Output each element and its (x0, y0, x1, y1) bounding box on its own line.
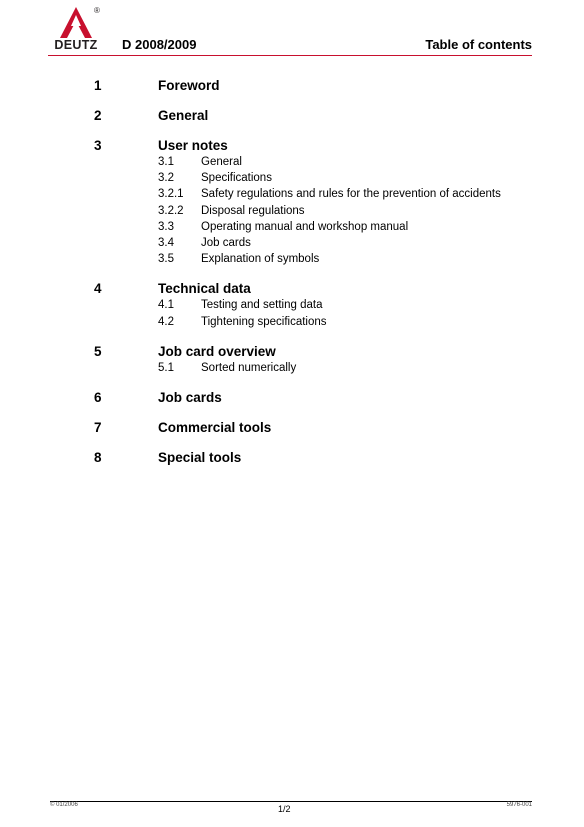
page-number: 1/2 (278, 804, 291, 814)
toc-chapter-title: Special tools (158, 449, 242, 465)
toc-chapter-title: User notes (158, 138, 228, 153)
toc-subsection-number: 5.1 (158, 361, 174, 374)
toc-subsection-row (0, 172, 584, 188)
toc-subsection-row (0, 253, 584, 269)
toc-subsection-row (0, 156, 584, 172)
toc-subsection-title: Sorted numerically (201, 361, 297, 374)
toc-chapter-number: 4 (94, 281, 102, 297)
toc-chapter-number: 5 (94, 343, 102, 359)
toc-chapter-row (0, 78, 584, 96)
toc-chapter (0, 108, 584, 126)
toc-chapter-number: 7 (94, 419, 102, 435)
toc-chapter-title: General (158, 108, 209, 123)
toc-subsection-number: 3.3 (158, 220, 174, 233)
toc-subsection-number: 4.2 (158, 315, 174, 328)
toc-chapter (0, 281, 584, 331)
toc-chapter-title: Foreword (158, 78, 220, 93)
toc-chapter-number: 1 (94, 78, 102, 93)
toc-subsection-number: 3.2.1 (158, 188, 184, 201)
toc-subsection-number: 3.2 (158, 172, 174, 185)
deutz-logo (48, 6, 104, 54)
toc-subsection-row (0, 316, 584, 332)
header-divider (48, 55, 532, 56)
toc-subsection-row (0, 299, 584, 315)
toc-subsection-title: Disposal regulations (201, 204, 305, 217)
toc-subsection-title: Operating manual and workshop manual (201, 220, 409, 233)
toc-chapter-row (0, 138, 584, 156)
toc-chapter (0, 78, 584, 96)
brand-name: DEUTZ (54, 38, 98, 52)
toc-chapter-number: 2 (94, 108, 102, 123)
toc-chapter-title: Technical data (158, 281, 251, 297)
toc-chapter-row (0, 108, 584, 126)
toc-chapter (0, 450, 584, 468)
toc-chapter-row (0, 450, 584, 468)
table-of-contents (0, 78, 584, 480)
toc-subsection-row (0, 221, 584, 237)
toc-chapter-title: Job card overview (158, 343, 276, 359)
toc-subsection-title: Job cards (201, 236, 251, 249)
toc-chapter-title: Job cards (158, 389, 222, 405)
toc-subsection-number: 3.4 (158, 236, 174, 249)
toc-subsection-title: General (201, 156, 242, 168)
toc-chapter-number: 8 (94, 449, 102, 465)
footer-copyright: © 01/2006 (50, 802, 78, 808)
toc-subsection-row (0, 205, 584, 221)
registered-mark: ® (94, 6, 100, 15)
toc-chapter-row (0, 420, 584, 438)
toc-subsection-number: 3.5 (158, 253, 174, 266)
toc-chapter-title: Commercial tools (158, 419, 272, 435)
toc-chapter (0, 420, 584, 438)
toc-subsection-row (0, 362, 584, 378)
toc-subsection-title: Safety regulations and rules for the prevention of accidents (201, 188, 501, 201)
section-title: Table of contents (425, 37, 532, 52)
model-title: D 2008/2009 (122, 37, 197, 52)
toc-chapter (0, 390, 584, 408)
toc-chapter-number: 3 (94, 138, 102, 153)
toc-subsection-title: Tightening specifications (201, 315, 327, 328)
toc-subsection-title: Explanation of symbols (201, 253, 320, 266)
document-number: 5976-001 (506, 802, 532, 808)
footer-divider (50, 801, 532, 802)
toc-subsection-title: Specifications (201, 172, 272, 185)
toc-chapter-row (0, 390, 584, 408)
toc-subsection-row (0, 188, 584, 204)
toc-chapter-row (0, 281, 584, 299)
toc-chapter (0, 138, 584, 269)
toc-subsection-number: 3.1 (158, 156, 174, 168)
toc-chapter-number: 6 (94, 389, 102, 405)
toc-subsection-number: 3.2.2 (158, 204, 184, 217)
toc-chapter-row (0, 344, 584, 362)
toc-subsection-row (0, 237, 584, 253)
toc-subsection-title: Testing and setting data (201, 299, 323, 312)
toc-subsection-number: 4.1 (158, 299, 174, 312)
toc-chapter (0, 344, 584, 378)
